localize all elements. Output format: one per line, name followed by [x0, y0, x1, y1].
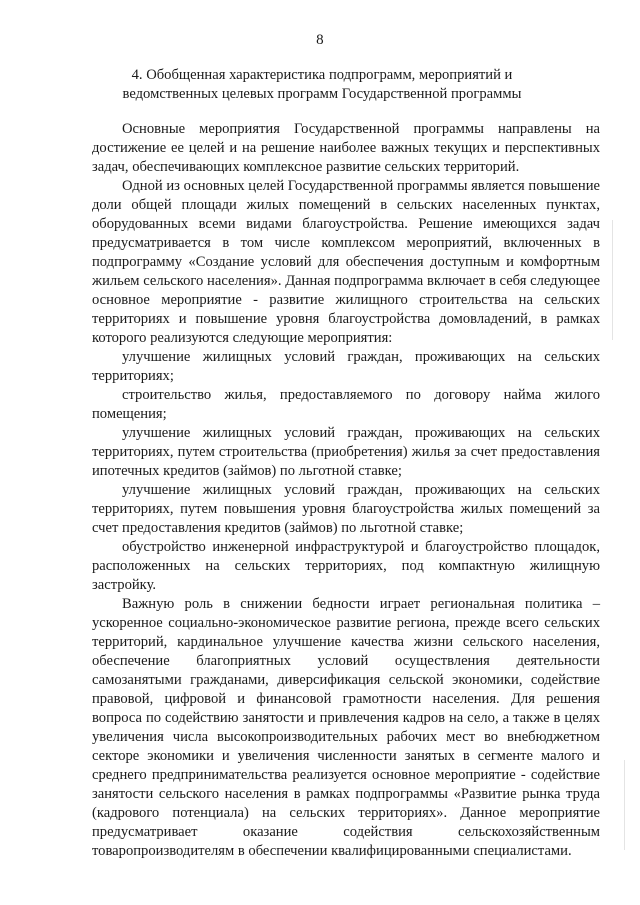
list-item-housing-improvement: улучшение жилищных условий граждан, проживающих на сельских территориях;: [92, 349, 600, 384]
body-text: [92, 120, 600, 861]
section-heading-line-2: ведомственных целевых программ Государственной программы: [122, 86, 522, 102]
scan-artifact-line: [624, 760, 625, 850]
list-item-rental-housing: строительство жилья, предоставляемого по договору найма жилого помещения;: [92, 387, 600, 422]
list-item-amenity-improvement: улучшение жилищных условий граждан, проживающих на сельских территориях, путем повышения уровня благоустройства жилых помещений за счет предоставления кредитов (займов) по льготной ставке;: [92, 482, 600, 536]
list-item-mortgage-construction: улучшение жилищных условий граждан, проживающих на сельских территориях, путем строительства (приобретения) жилья за счет предоставления ипотечных кредитов (займов) по льготной ставке;: [92, 425, 600, 479]
paragraph-regional-policy: Важную роль в снижении бедности играет региональная политика – ускоренное социально-экономическое развитие региона, прежде всего сельских территорий, кардинальное улучшение качества жизни сельского населения, обеспечение благоприятных условий осуществления деятельности самозанятыми гражданами, диверсификация сельской экономики, содействие правовой, цифровой и финансовой грамотности населения. Для решения вопроса по содействию занятости и привлечения кадров на село, а также в целях увеличения числа высокопроизводительных рабочих мест во внебюджетном секторе экономики и увеличения численности занятых в сегменте малого и среднего предпринимательства реализуется основное мероприятие - содействие занятости сельского населения в рамках подпрограммы «Развитие рынка труда (кадрового потенциала) на сельских территориях». Данное мероприятие предусматривает оказание содействия сельскохозяйственным товаропроизводителям в обеспечении квалифицированными специалистами.: [92, 596, 600, 859]
paragraph-main-activities: Основные мероприятия Государственной программы направлены на достижение ее целей и на решение наиболее важных текущих и перспективных задач, обеспечивающих комплексное развитие сельских территорий.: [92, 121, 600, 175]
section-heading-line-1: 4. Обобщенная характеристика подпрограмм, мероприятий и: [131, 67, 513, 83]
list-item-infrastructure: обустройство инженерной инфраструктурой и благоустройство площадок, расположенных на сельских территориях, под компактную жилищную застройку.: [92, 539, 600, 593]
page-number: 8: [316, 32, 324, 48]
section-heading: [92, 66, 552, 104]
scan-artifact-line: [612, 220, 613, 340]
paragraph-housing-goal: Одной из основных целей Государственной программы является повышение доли общей площади жилых помещений в сельских населенных пунктах, оборудованных всеми видами благоустройства. Решение имеющихся задач предусматривается в том числе комплексом мероприятий, включенных в подпрограмму «Создание условий для обеспечения доступным и комфортным жильем сельского населения». Данная подпрограмма включает в себя следующее основное мероприятие - развитие жилищного строительства на сельских территориях и повышение уровня благоустройства домовладений, в рамках которого реализуются следующие мероприятия:: [92, 178, 600, 346]
